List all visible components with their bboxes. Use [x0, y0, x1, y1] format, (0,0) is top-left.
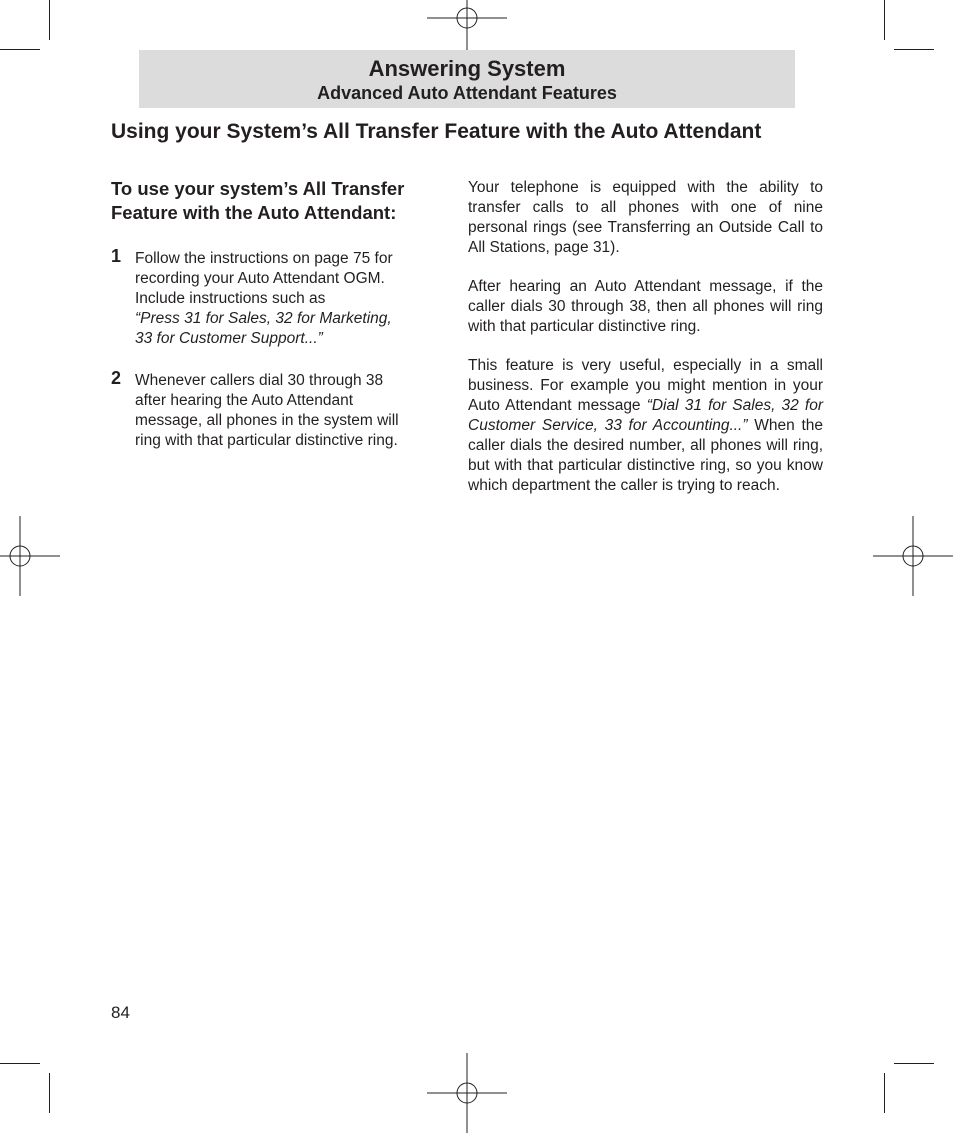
crop-mark [884, 1073, 885, 1113]
step-number: 1 [111, 246, 122, 266]
crop-mark [884, 0, 885, 40]
step-text: Follow the instructions on page 75 for recording your Auto Attendant OGM. Include instructions such as [135, 250, 393, 307]
crop-mark [894, 1063, 934, 1064]
paragraph: After hearing an Auto Attendant message, if the caller dials 30 through 38, then all phones will ring with that particular distinctive ring. [468, 278, 823, 335]
section-header [139, 50, 795, 108]
paragraph-text: This feature is very useful, especially in a small business. For example you might mention in your Auto Attendant message [468, 357, 823, 414]
page-title: Using your System’s All Transfer Feature with the Auto Attendant [111, 120, 762, 143]
crop-mark [0, 49, 40, 50]
section-subtitle: Advanced Auto Attendant Features [317, 83, 617, 103]
crop-mark [0, 1063, 40, 1064]
description-column [468, 178, 823, 515]
registration-mark-icon [0, 516, 60, 596]
step-item [111, 368, 411, 451]
paragraph: Your telephone is equipped with the ability to transfer calls to all phones with one of nine personal rings (see Transferring an Outside Call to All Stations, page 31). [468, 179, 823, 256]
crop-mark [894, 49, 934, 50]
registration-mark-icon [873, 516, 953, 596]
step-text: Whenever callers dial 30 through 38 after hearing the Auto Attendant message, all phones in the system will ring with that particular distinctive ring. [135, 372, 399, 449]
paragraph [468, 356, 823, 496]
registration-mark-icon [427, 1053, 507, 1133]
section-title: Answering System [368, 56, 566, 81]
crop-mark [49, 0, 50, 40]
page-number: 84 [111, 1003, 130, 1022]
crop-mark [49, 1073, 50, 1113]
paragraph-example: “Dial 31 for Sales, 32 for Customer Service, 33 for Accounting...” [468, 397, 823, 434]
step-example: “Press 31 for Sales, 32 for Marketing, 33 for Customer Support...” [135, 310, 392, 347]
step-item [111, 246, 411, 349]
paragraph-text: When the caller dials the desired number, all phones will ring, but with that particular distinctive ring, so you know which department the caller is trying to reach. [468, 417, 823, 494]
instructions-column [111, 177, 411, 473]
step-number: 2 [111, 368, 122, 388]
instructions-heading: To use your system’s All Transfer Feature with the Auto Attendant: [111, 178, 405, 223]
